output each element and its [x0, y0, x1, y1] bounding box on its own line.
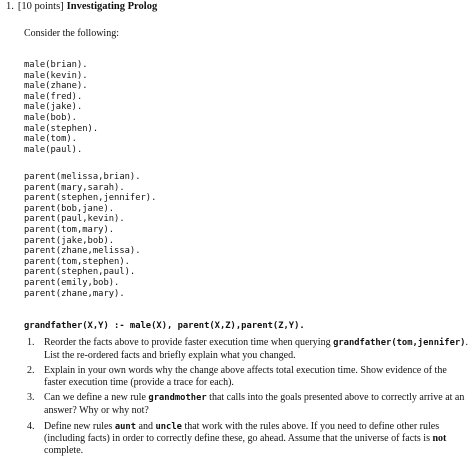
- question-text: Explain in your own words why the change above affects total execution time. Show evidence of the faster execution time (provide a trace for each).: [44, 365, 447, 388]
- inline-code: grandmother: [148, 393, 207, 404]
- question-item-number: 3.: [27, 392, 35, 404]
- parent-fact: parent(emily,bob).: [24, 277, 120, 288]
- parent-fact: parent(jake,bob).: [24, 235, 115, 246]
- question-item-number: 4.: [27, 420, 35, 432]
- question-text: that work with the rules above. If you need to define other rules (including facts) in order to correctly define these, go ahead. Assume that the universe of facts is: [44, 420, 440, 445]
- male-fact: male(stephen).: [24, 123, 99, 134]
- male-facts-list: [24, 60, 98, 155]
- question-item: [24, 392, 468, 416]
- question-item-number: 1.: [27, 337, 35, 348]
- parent-fact: parent(paul,kevin).: [24, 214, 125, 225]
- male-fact: male(kevin).: [24, 70, 88, 81]
- question-points: [10 points]: [17, 1, 64, 12]
- inline-code: grandfather(tom,jennifer): [333, 338, 466, 348]
- question-item: [24, 365, 468, 388]
- question-text: Can we define a new rule: [44, 392, 149, 404]
- question-item-number: 2.: [27, 365, 35, 377]
- parent-fact: parent(zhane,melissa).: [24, 246, 141, 257]
- male-fact: male(bob).: [24, 112, 77, 123]
- emphasis-text: not: [432, 433, 447, 445]
- male-fact: male(jake).: [24, 102, 83, 113]
- question-text: Define new rules: [44, 420, 115, 432]
- question-item: [24, 337, 468, 361]
- question-number: 1.: [6, 1, 14, 12]
- grandfather-rule: grandfather(X,Y) :- male(X), parent(X,Z),parent(Z,Y).: [24, 321, 305, 331]
- intro-text: Consider the following:: [24, 28, 119, 39]
- question-header: [6, 1, 157, 13]
- question-text: and: [136, 420, 156, 432]
- male-fact: male(fred).: [24, 91, 83, 102]
- inline-code: uncle: [155, 421, 182, 432]
- male-fact: male(paul).: [24, 144, 83, 155]
- male-fact: male(tom).: [24, 134, 77, 145]
- parent-fact: parent(tom,mary).: [24, 224, 115, 235]
- questions-list: [24, 337, 468, 460]
- question-text: . List the re-ordered facts and briefly explain what you changed.: [44, 337, 468, 361]
- parent-fact: parent(zhane,mary).: [24, 288, 125, 299]
- parent-fact: parent(bob,jane).: [24, 203, 115, 214]
- inline-code: aunt: [114, 421, 136, 432]
- parent-fact: parent(stephen,jennifer).: [24, 193, 157, 204]
- question-text: Reorder the facts above to provide faster execution time when querying: [44, 337, 334, 348]
- parent-fact: parent(mary,sarah).: [24, 182, 125, 193]
- question-title: Investigating Prolog: [66, 1, 158, 12]
- parent-fact: parent(melissa,brian).: [24, 172, 141, 182]
- male-fact: male(zhane).: [24, 81, 88, 92]
- parent-fact: parent(stephen,paul).: [24, 267, 136, 278]
- parent-fact: parent(tom,stephen).: [24, 256, 130, 267]
- parent-facts-list: [24, 172, 156, 299]
- question-text: complete.: [44, 444, 84, 456]
- question-item: [24, 421, 468, 457]
- male-fact: male(brian).: [24, 60, 88, 70]
- question-text: that calls into the goals presented above to correctly arrive at an answer? Why or why not?: [44, 392, 465, 416]
